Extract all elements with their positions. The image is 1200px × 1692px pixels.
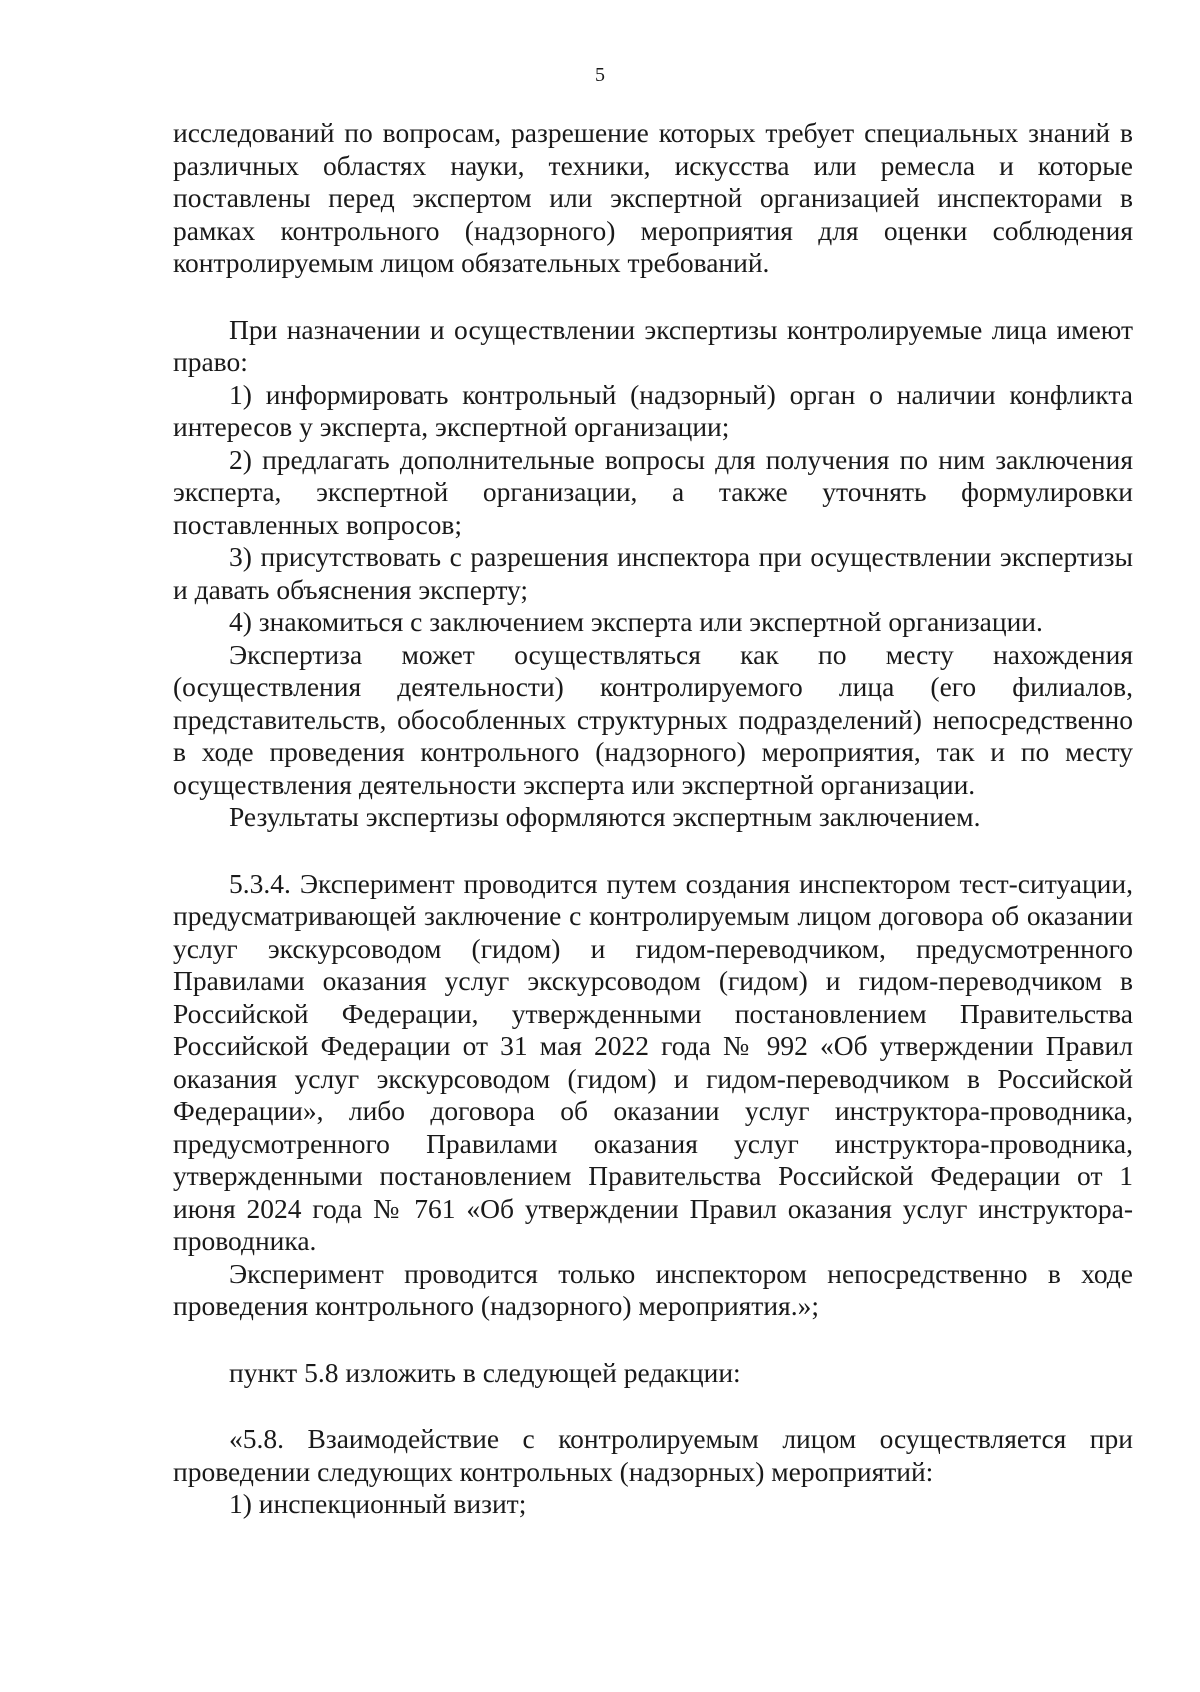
paragraph-interaction-events: «5.8. Взаимодействие с контролируемым лицом осуществляется при проведении следующих контрольных (надзорных) мероприятий: xyxy=(173,1423,1133,1487)
paragraph-experiment-conduct: Эксперимент проводится только инспектором непосредственно в ходе проведения контрольного (надзорного) мероприятия.»; xyxy=(173,1257,1133,1321)
list-item-right-1: 1) информировать контрольный (надзорный) орган о наличии конфликта интересов у эксперта, экспертной организации; xyxy=(173,378,1133,442)
list-item-right-3: 3) присутствовать с разрешения инспектора при осуществлении экспертизы и давать объяснения эксперту; xyxy=(173,541,1133,605)
list-item-event-1: 1) инспекционный визит; xyxy=(229,1488,527,1519)
list-item-right-4: 4) знакомиться с заключением эксперта или экспертной организации. xyxy=(229,606,1043,637)
paragraph-expertise-location: Экспертиза может осуществляться как по месту нахождения (осуществления деятельности) контролируемого лица (его филиалов, представительств, обособленных структурных подразделений) непосредственно в ходе проведения контрольного (надзорного) мероприятия, так и по месту осуществления деятельности эксперта или экспертной организации. xyxy=(173,638,1133,800)
document-body xyxy=(173,117,1133,1521)
paragraph-amendment-instruction: пункт 5.8 изложить в следующей редакции: xyxy=(229,1356,741,1388)
page-number: 5 xyxy=(595,64,605,86)
paragraph-expertise-scope: исследований по вопросам, разрешение которых требует специальных знаний в различных областях науки, техники, искусства или ремесла и которые поставлены перед экспертом или экспертной организацией инспекторами в рамках контрольного (надзорного) мероприятия для оценки соблюдения контролируемым лицом обязательных требований. xyxy=(173,117,1133,278)
list-item-right-2: 2) предлагать дополнительные вопросы для получения по ним заключения эксперта, экспертной организации, а также уточнять формулировки поставленных вопросов; xyxy=(173,443,1133,540)
paragraph-experiment-definition: 5.3.4. Эксперимент проводится путем создания инспектором тест-ситуации, предусматривающей заключение с контролируемым лицом договора об оказании услуг экскурсоводом (гидом) и гидом-переводчиком, предусмотренного Правилами оказания услуг экскурсоводом (гидом) и гидом-переводчиком в Российской Федерации, утвержденными постановлением Правительства Российской Федерации от 31 мая 2022 года № 992 «Об утверждении Правил оказания услуг экскурсоводом (гидом) и гидом-переводчиком в Российской Федерации», либо договора об оказании услуг инструктора-проводника, предусмотренного Правилами оказания услуг инструктора-проводника, утвержденными постановлением Правительства Российской Федерации от 1 июня 2024 года № 761 «Об утверждении Правил оказания услуг инструктора-проводника. xyxy=(173,867,1133,1256)
paragraph-rights-intro: При назначении и осуществлении экспертизы контролируемые лица имеют право: xyxy=(173,313,1133,377)
paragraph-expertise-results: Результаты экспертизы оформляются экспертным заключением. xyxy=(229,801,981,832)
